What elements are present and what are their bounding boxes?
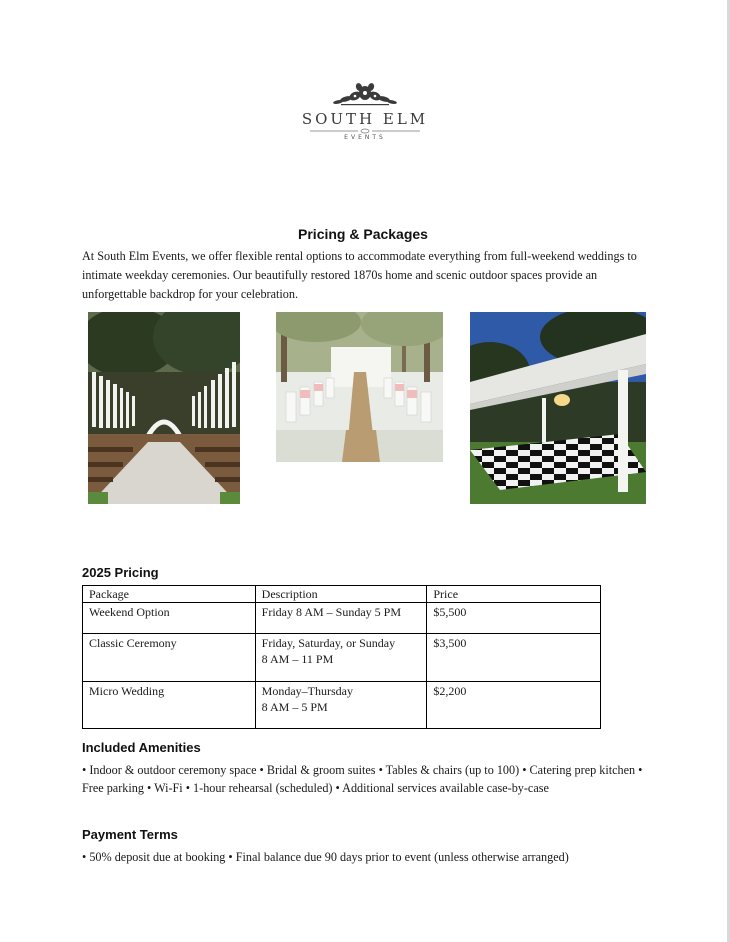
- description-cell: Friday, Saturday, or Sunday 8 AM – 11 PM: [255, 634, 427, 682]
- payment-text: • 50% deposit due at booking • Final balance due 90 days prior to event (unless otherwise arranged): [82, 850, 569, 864]
- column-header-description: Description: [255, 586, 427, 603]
- page-title: Pricing & Packages: [298, 226, 428, 242]
- package-cell: Weekend Option: [83, 603, 256, 634]
- table-row: [83, 634, 601, 682]
- amenities-heading: Included Amenities: [82, 740, 201, 755]
- pricing-heading: 2025 Pricing: [82, 565, 159, 580]
- wisteria-aisle-photo: [88, 312, 240, 504]
- payment-heading: Payment Terms: [82, 827, 178, 842]
- pavilion-checkered-floor-photo: [470, 312, 646, 504]
- pricing-header-row: [83, 586, 601, 603]
- price-cell: $5,500: [427, 603, 601, 634]
- price-cell: $2,200: [427, 682, 601, 729]
- package-cell: Micro Wedding: [83, 682, 256, 729]
- floral-logo-icon: [333, 82, 397, 108]
- pricing-table: [82, 585, 601, 729]
- intro-paragraph: At South Elm Events, we offer flexible rental options to accommodate everything from full-weekend weddings to intimate weekday ceremonies. Our beautifully restored 1870s home and scenic outdoor spaces provide an unforgettable backdrop for your celebration.: [82, 249, 637, 301]
- brand-logo: [282, 82, 448, 141]
- brand-subtitle: EVENTS: [344, 134, 386, 141]
- price-cell: $3,500: [427, 634, 601, 682]
- white-aisle-chairs-photo: [276, 312, 443, 462]
- description-cell: Friday 8 AM – Sunday 5 PM: [255, 603, 427, 634]
- brand-name: SOUTH ELM: [301, 110, 429, 128]
- package-cell: Classic Ceremony: [83, 634, 256, 682]
- table-row: [83, 682, 601, 729]
- column-header-package: Package: [83, 586, 256, 603]
- description-cell: Monday–Thursday 8 AM – 5 PM: [255, 682, 427, 729]
- amenities-text: • Indoor & outdoor ceremony space • Bridal & groom suites • Tables & chairs (up to 100) • Catering prep kitchen • Free parking • Wi-Fi • 1-hour rehearsal (scheduled) • Additional services available case-by-case: [82, 763, 643, 795]
- column-header-price: Price: [427, 586, 601, 603]
- table-row: [83, 603, 601, 634]
